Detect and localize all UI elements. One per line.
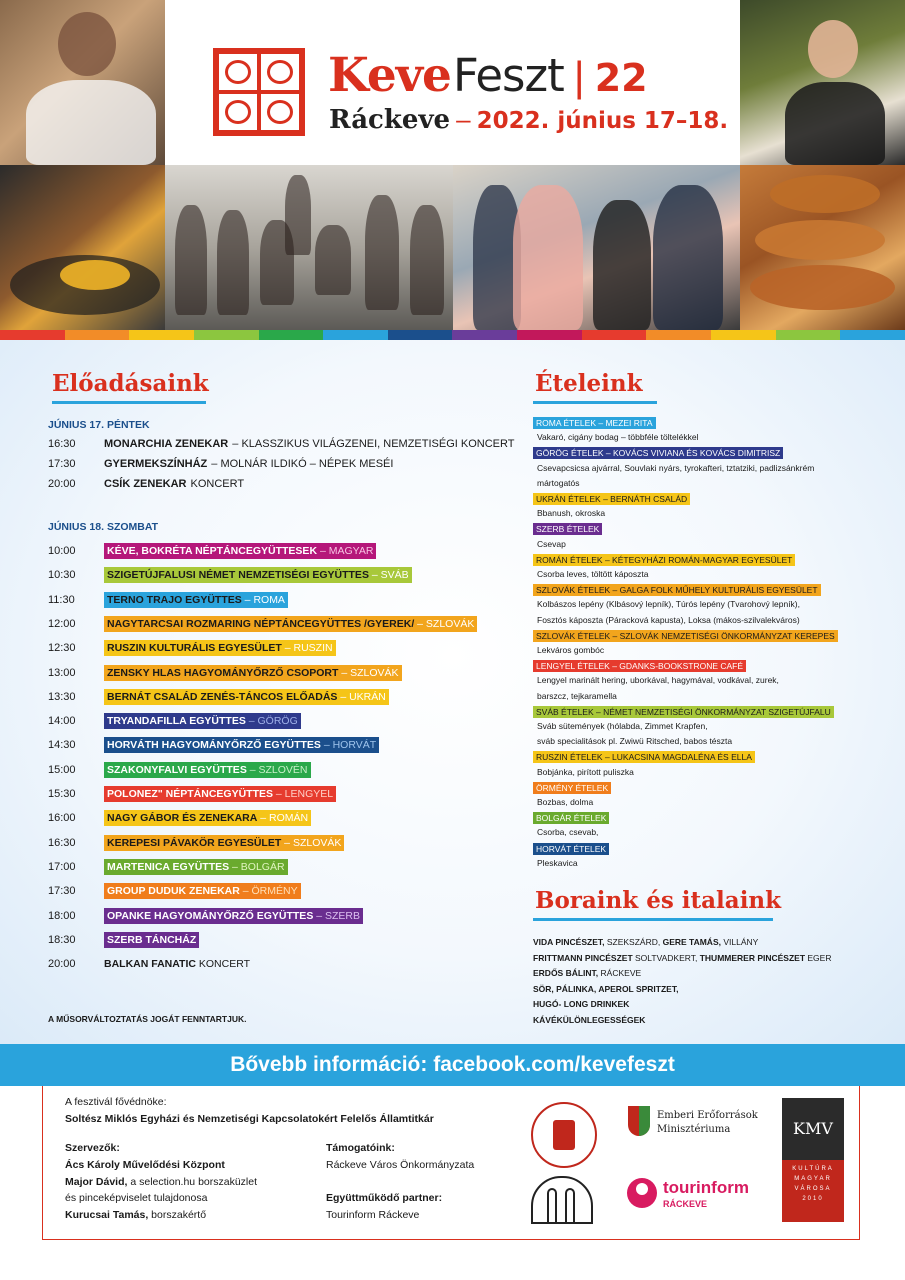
day1-program-row [48, 475, 244, 493]
food-category-tag: SZLOVÁK ÉTELEK – GALGA FOLK MŰHELY KULTURÁLIS EGYESÜLET [533, 584, 821, 596]
rainbow-segment [776, 330, 841, 340]
program-name: ZENSKY HLAS HAGYOMÁNYŐRZŐ CSOPORT [107, 666, 339, 679]
seal-logo-icon [531, 1102, 597, 1168]
program-nationality: – UKRÁN [337, 690, 386, 703]
drink-producer: KÁVÉKÜLÖNLEGESSÉGEK [533, 1014, 646, 1025]
day2-program-row [48, 640, 336, 656]
program-nationality: – SZERB [313, 909, 361, 922]
rainbow-segment [646, 330, 711, 340]
program-label [104, 835, 344, 851]
day2-program-row [48, 956, 253, 972]
drink-line [533, 999, 629, 1009]
program-nationality: – RUSZIN [281, 642, 333, 655]
program-label [104, 859, 288, 875]
rainbow-segment [452, 330, 517, 340]
program-name: NAGY GÁBOR ÉS ZENEKARA [107, 812, 258, 825]
day1-heading: JÚNIUS 17. PÉNTEK [48, 419, 150, 431]
info-link[interactable]: Bővebb információ: facebook.com/kevefeszt [230, 1053, 675, 1076]
food-category-tag: SVÁB ÉTELEK – NÉMET NEMZETISÉGI ÖNKORMÁNYZAT SZIGETÚJFALU [533, 706, 834, 718]
food-description: Csorba leves, töltött káposzta [537, 569, 649, 579]
program-name: BERNÁT CSALÁD ZENÉS-TÁNCOS ELŐADÁS [107, 690, 338, 703]
program-name: MARTENICA EGYÜTTES [107, 860, 230, 873]
food-description: Lekváros gombóc [537, 645, 605, 655]
program-name: KEREPESI PÁVAKÖR EGYESÜLET [107, 836, 282, 849]
program-time: 17:00 [48, 860, 76, 873]
food-description: Pleskavica [537, 857, 578, 868]
food-description: Csevapcsicsa ajvárral, Souvlaki nyárs, tyrokafteri, tztatziki, padlizsánkrém [537, 462, 815, 473]
program-time: 16:30 [48, 836, 76, 849]
program-time: 18:00 [48, 909, 76, 922]
organizer-2-role: a selection.hu borszaküzlet [127, 1176, 258, 1188]
program-time: 15:00 [48, 763, 76, 776]
rainbow-segment [194, 330, 259, 340]
day2-program-row [48, 908, 363, 924]
program-detail: KONCERT [190, 478, 245, 490]
day2-program-row [48, 616, 477, 632]
program-nationality: – BOLGÁR [229, 860, 285, 873]
program-name: SZERB TÁNCHÁZ [107, 933, 197, 946]
rainbow-segment [582, 330, 647, 340]
festival-date: 2022. június 17–18. [476, 108, 729, 134]
festival-subtitle [329, 104, 728, 135]
drink-location: SZEKSZÁRD, [604, 937, 661, 947]
tourinform-icon [627, 1178, 657, 1208]
food-category-tag: SZERB ÉTELEK [533, 523, 602, 535]
foods-underline [533, 401, 657, 404]
food-description: Sváb sütemények (hólabda, Zimmet Krapfen, [537, 721, 708, 731]
drink-location: RÁCKEVE [598, 968, 642, 978]
kmv-title: KMV [782, 1098, 844, 1160]
folk-dancer-photo [740, 0, 905, 165]
program-name: GROUP DUDUK ZENEKAR [107, 885, 240, 898]
program-nationality: – SZLOVÁK [414, 617, 475, 630]
supporters-label: Támogatóink: [326, 1142, 395, 1154]
drink-location: SOLTVADKERT, [632, 952, 698, 963]
program-label [104, 543, 376, 559]
food-category-tag: ÖRMÉNY ÉTELEK [533, 782, 611, 794]
drinks-title: Boraink és italaink [535, 887, 782, 914]
food-category-tag: ROMÁN ÉTELEK – KÉTEGYHÁZI ROMÁN-MAGYAR EGYESÜLET [533, 554, 795, 566]
drink-producer: ERDŐS BÁLINT, [533, 968, 599, 978]
program-name: HORVÁTH HAGYOMÁNYŐRZŐ EGYÜTTES [107, 739, 321, 752]
food-category-tag: HORVÁT ÉTELEK [533, 843, 609, 855]
drink-producer: VIDA PINCÉSZET, [533, 937, 605, 947]
performances-title: Előadásaink [52, 370, 209, 397]
program-label [104, 932, 199, 948]
day2-program-row [48, 689, 389, 705]
performances-underline [52, 401, 206, 404]
band-photo [165, 165, 453, 330]
title-year: 22 [594, 56, 648, 100]
day2-program-row [48, 859, 288, 875]
program-time: 10:30 [48, 569, 76, 582]
info-bar [0, 1044, 905, 1086]
program-name: GYERMEKSZÍNHÁZ [104, 458, 208, 470]
guitarist-photo [0, 0, 165, 165]
drink-location: VILLÁNY [720, 937, 759, 947]
program-label [104, 592, 288, 608]
program-label [104, 810, 311, 826]
program-time: 15:30 [48, 788, 76, 800]
day2-program-row [48, 932, 199, 948]
program-time: 18:30 [48, 933, 76, 946]
food-description: Vakaró, cigány bodag – többféle töltelékkel [537, 432, 699, 443]
program-time: 17:30 [48, 885, 76, 898]
city-name: Ráckeve [329, 105, 451, 135]
drink-line [533, 953, 831, 963]
program-label [104, 713, 301, 729]
program-time: 12:00 [48, 617, 76, 630]
title-feszt: Feszt [452, 49, 564, 102]
program-area [0, 340, 905, 1044]
rainbow-segment [388, 330, 453, 340]
day2-program-row [48, 835, 344, 851]
food-description: Kolbászos lepény (Klbásový lepník), Túrós lepény (Tvarohový lepník), [537, 599, 800, 610]
program-nationality: – MAGYAR [317, 545, 374, 557]
kmv-logo-icon [782, 1098, 844, 1222]
drink-line [533, 1015, 645, 1025]
program-time: 16:30 [48, 438, 76, 450]
program-name: RUSZIN KULTURÁLIS EGYESÜLET [107, 642, 282, 655]
day2-program-row [48, 762, 311, 778]
food-category-tag: ROMA ÉTELEK – MEZEI RITA [533, 417, 656, 429]
pop-band-photo [453, 165, 740, 330]
day2-program-row [48, 737, 379, 753]
foods-title: Ételeink [535, 370, 643, 397]
program-time: 13:30 [48, 690, 76, 703]
program-time: 12:30 [48, 642, 76, 655]
kevefeszt-logo-icon [213, 48, 305, 136]
program-nationality: – GÖRÖG [245, 715, 298, 728]
food-category-tag: LENGYEL ÉTELEK – GDANKS-BOOKSTRONE CAFÉ [533, 660, 746, 672]
rainbow-segment [517, 330, 582, 340]
day1-program-row [48, 435, 514, 453]
program-name: SZIGETÚJFALUSI NÉMET NEMZETISÉGI EGYÜTTES [107, 569, 369, 582]
rainbow-segment [129, 330, 194, 340]
program-nationality: – ÖRMÉNY [239, 885, 298, 898]
tourinform-sub: RÁCKEVE [663, 1199, 708, 1209]
food-description: barszcz, tejkaramella [537, 690, 617, 701]
program-detail: – KLASSZIKUS VILÁGZENEI, NEMZETISÉGI KONCERT [232, 438, 515, 450]
program-nationality: – SVÁB [368, 569, 409, 582]
program-name: OPANKE HAGYOMÁNYŐRZŐ EGYÜTTES [107, 909, 314, 922]
rainbow-segment [259, 330, 324, 340]
food-description: Bobjánka, pirított puliszka [537, 766, 634, 777]
drink-producer: SÖR, PÁLINKA, APEROL SPRITZET, [533, 983, 679, 994]
drink-producer: THUMMERER PINCÉSZET [697, 952, 806, 963]
food-category-tag: SZLOVÁK ÉTELEK – SZLOVÁK NEMZETISÉGI ÖNKORMÁNYZAT KEREPES [533, 630, 838, 642]
drinks-underline [533, 918, 773, 921]
rainbow-segment [0, 330, 65, 340]
program-label [104, 689, 389, 705]
food-description: Bozbas, dolma [537, 797, 594, 807]
organizer-2-cont: és pinceképviselet tulajdonosa [65, 1192, 208, 1204]
day2-program-row [48, 567, 412, 583]
program-name: BALKAN FANATIC [104, 958, 196, 971]
footer [42, 1086, 860, 1240]
kmv-caption: KULTÚRA MAGYAR VÁROSA 2010 [792, 1166, 834, 1202]
day2-program-row [48, 713, 301, 729]
food-description: mártogatós [537, 477, 580, 488]
food-description: Csevap [537, 538, 566, 549]
day2-heading: JÚNIUS 18. SZOMBAT [48, 521, 159, 533]
acs-karoly-logo-icon [531, 1176, 593, 1224]
drink-line [533, 937, 758, 947]
day2-program-row [48, 543, 376, 559]
program-time: 20:00 [48, 478, 76, 490]
organizer-3-role: borszakértő [148, 1209, 207, 1221]
subtitle-dash: – [456, 104, 471, 134]
food-description: Fosztós káposzta (Páracková kapusta), Loksa (mákos-szilvalekváros) [537, 614, 800, 625]
patron-label: A fesztivál fővédnöke: [65, 1096, 167, 1108]
food-category-tag: BOLGÁR ÉTELEK [533, 812, 609, 824]
day2-program-row [48, 883, 301, 899]
program-detail: – MOLNÁR ILDIKÓ – NÉPEK MESÉI [211, 458, 394, 470]
program-time: 11:30 [48, 593, 75, 606]
rainbow-segment [323, 330, 388, 340]
program-label [104, 956, 253, 972]
program-label [104, 567, 412, 583]
day2-program-row [48, 665, 402, 681]
program-time: 13:00 [48, 666, 76, 679]
day2-program-row [48, 810, 311, 826]
ministry-name-2: Minisztériuma [657, 1124, 731, 1135]
program-label [104, 883, 301, 899]
program-nationality: – SZLOVÁK [338, 666, 399, 679]
drink-line [533, 968, 641, 978]
program-nationality: – LENGYEL [273, 788, 334, 800]
program-nationality: – ROMA [241, 593, 285, 606]
food-category-tag: UKRÁN ÉTELEK – BERNÁTH CSALÁD [533, 493, 690, 505]
food-description: Bbanush, okroska [537, 508, 606, 519]
organizer-3 [65, 1209, 206, 1221]
program-name: MONARCHIA ZENEKAR [104, 438, 229, 450]
day2-program-row [48, 592, 288, 608]
ministry-crest-icon [628, 1106, 650, 1136]
program-time: 16:00 [48, 812, 76, 825]
program-nationality: – SZLOVÁK [281, 836, 342, 849]
drink-producer: FRITTMANN PINCÉSZET [533, 952, 633, 963]
drink-producer: GERE TAMÁS, [660, 937, 721, 947]
program-name: POLONEZ" NÉPTÁNCEGYÜTTES [107, 788, 273, 800]
program-nationality: KONCERT [195, 958, 251, 971]
program-time: 20:00 [48, 958, 76, 971]
food-description: Lengyel marinált hering, uborkával, hagymával, vodkával, zurek, [537, 675, 779, 686]
day1-program-row [48, 455, 393, 473]
partner-label: Együttműködő partner: [326, 1192, 443, 1204]
cooking-photo [0, 165, 165, 330]
partner-1: Tourinform Ráckeve [326, 1209, 420, 1221]
program-time: 10:00 [48, 545, 76, 557]
tourinform-name: tourinform [663, 1178, 749, 1197]
program-change-note: A MŰSORVÁLTOZTATÁS JOGÁT FENNTARTJUK. [48, 1014, 247, 1024]
title-keve: Keve [328, 48, 451, 103]
drink-producer: HUGÓ- LONG DRINKEK [533, 999, 630, 1009]
program-label [104, 616, 477, 632]
program-name: TERNO TRAJO EGYÜTTES [107, 593, 242, 606]
supporter-1: Ráckeve Város Önkormányzata [326, 1159, 475, 1171]
program-label [104, 908, 363, 924]
drink-location: EGER [805, 952, 832, 963]
program-name: CSÍK ZENEKAR [104, 478, 187, 490]
pretzel-photo [740, 165, 905, 330]
program-time: 17:30 [48, 458, 76, 470]
title-divider: | [573, 53, 585, 100]
rainbow-segment [840, 330, 905, 340]
food-description: Csorba, csevab, [537, 827, 599, 838]
organizers-label: Szervezők: [65, 1142, 120, 1154]
organizer-3-name: Kurucsai Tamás, [65, 1209, 149, 1221]
food-description: sváb specialitások pl. Zwiwü Ritsched, babos tészta [537, 736, 733, 747]
program-label [104, 762, 311, 778]
organizer-2-name: Major Dávid, [65, 1176, 128, 1188]
drink-line [533, 984, 678, 994]
festival-title [328, 48, 648, 103]
rainbow-segment [65, 330, 130, 340]
patron-name: Soltész Miklós Egyházi és Nemzetiségi Kapcsolatokért Felelős Államtitkár [65, 1113, 434, 1125]
program-label [104, 665, 402, 681]
program-nationality: – SZLOVÉN [246, 763, 308, 776]
rainbow-stripe [0, 330, 905, 340]
program-name: TRYANDAFILLA EGYÜTTES [107, 715, 246, 728]
program-nationality: – ROMÁN [257, 812, 309, 825]
organizer-2 [65, 1176, 257, 1188]
food-category-tag: RUSZIN ÉTELEK – LUKACSINA MAGDALÉNA ÉS ELLA [533, 751, 755, 763]
program-label [104, 786, 336, 802]
rainbow-segment [711, 330, 776, 340]
program-name: NAGYTARCSAI ROZMARING NÉPTÁNCEGYÜTTES /GYEREK/ [107, 617, 415, 630]
day2-program-row [48, 786, 336, 802]
program-name: SZAKONYFALVI EGYÜTTES [107, 763, 247, 776]
program-nationality: – HORVÁT [320, 739, 377, 752]
program-time: 14:30 [48, 739, 76, 752]
ministry-name-1: Emberi Erőforrások [657, 1110, 758, 1121]
food-category-tag: GÖRÖG ÉTELEK – KOVÁCS VIVIANA ÉS KOVÁCS DIMITRISZ [533, 447, 783, 459]
program-label [104, 640, 336, 656]
program-name: KÉVE, BOKRÉTA NÉPTÁNCEGYÜTTESEK [107, 545, 318, 557]
program-time: 14:00 [48, 715, 76, 728]
program-label [104, 737, 379, 753]
organizer-1: Ács Károly Művelődési Központ [65, 1159, 225, 1171]
